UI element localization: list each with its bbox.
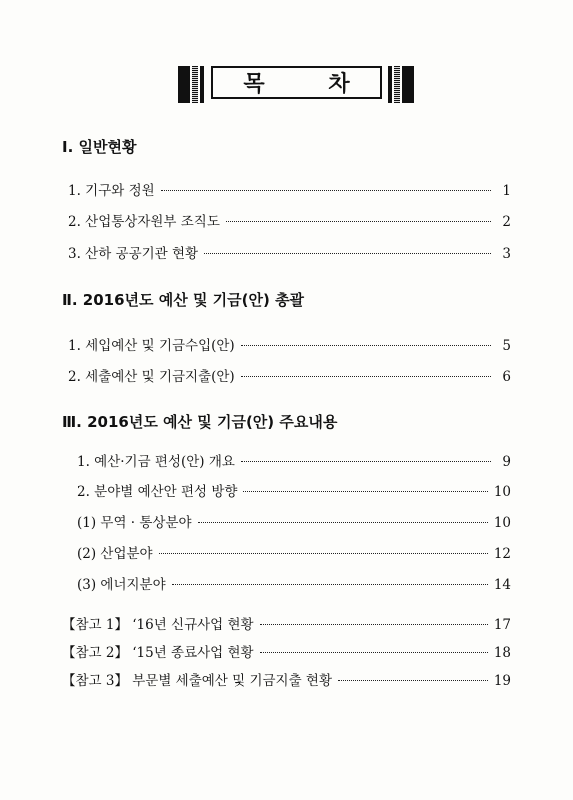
toc-entry-page: 6: [502, 369, 511, 385]
reference-entry[interactable]: [62, 669, 511, 689]
reference-entry-page: 19: [493, 673, 511, 689]
toc-entry-label: (2) 산업분야: [77, 546, 153, 562]
dot-leader: [241, 376, 491, 377]
toc-entry-label: (1) 무역 · 통상분야: [77, 515, 192, 531]
page-title: 목 차: [211, 66, 382, 99]
toc-entry-label: 2. 세출예산 및 기금지출(안): [68, 369, 235, 385]
toc-entry-label: 3. 산하 공공기관 현황: [68, 246, 199, 262]
toc-entry-page: 12: [493, 546, 511, 562]
toc-entry-page: 14: [493, 577, 511, 593]
section-heading-1: I. 일반현황: [62, 138, 137, 156]
toc-entry-page: 5: [502, 338, 511, 354]
toc-entry[interactable]: [77, 511, 511, 531]
toc-entry[interactable]: [68, 365, 511, 385]
toc-entry-page: 2: [502, 214, 511, 230]
dot-leader: [161, 190, 491, 191]
title-right-ornament: [388, 66, 414, 103]
dot-leader: [338, 680, 488, 681]
reference-entry-page: 18: [493, 645, 511, 661]
toc-entry[interactable]: [77, 450, 511, 470]
toc-entry[interactable]: [68, 242, 511, 262]
toc-entry[interactable]: [68, 179, 511, 199]
dot-leader: [243, 491, 487, 492]
reference-entry-page: 17: [493, 617, 511, 633]
toc-entry-page: 9: [502, 454, 511, 470]
toc-entry[interactable]: [68, 334, 511, 354]
toc-title-block: [178, 66, 415, 103]
toc-entry-page: 3: [502, 246, 511, 262]
toc-entry[interactable]: [77, 573, 511, 593]
dot-leader: [260, 652, 488, 653]
reference-entry-label: 【참고 3】 부문별 세출예산 및 기금지출 현황: [62, 673, 332, 689]
toc-entry-label: 2. 산업통상자원부 조직도: [68, 214, 220, 230]
reference-entry[interactable]: [62, 641, 511, 661]
section-heading-2: Ⅱ. 2016년도 예산 및 기금(안) 총괄: [62, 291, 305, 309]
toc-entry-label: 2. 분야별 예산안 편성 방향: [77, 484, 238, 500]
toc-entry-page: 10: [493, 515, 511, 531]
toc-entry[interactable]: [77, 542, 511, 562]
toc-entry-label: 1. 기구와 정원: [68, 183, 155, 199]
dot-leader: [159, 553, 488, 554]
toc-entry[interactable]: [77, 480, 511, 500]
dot-leader: [226, 221, 491, 222]
reference-entry-label: 【참고 2】 ‘15년 종료사업 현황: [62, 645, 254, 661]
toc-entry-label: (3) 에너지분야: [77, 577, 166, 593]
toc-entry-page: 10: [493, 484, 511, 500]
toc-entry[interactable]: [68, 210, 511, 230]
dot-leader: [204, 253, 491, 254]
toc-entry-label: 1. 세입예산 및 기금수입(안): [68, 338, 235, 354]
reference-entry[interactable]: [62, 613, 511, 633]
dot-leader: [241, 345, 491, 346]
reference-entry-label: 【참고 1】 ‘16년 신규사업 현황: [62, 617, 254, 633]
toc-entry-page: 1: [502, 183, 511, 199]
title-left-ornament: [178, 66, 204, 103]
dot-leader: [260, 624, 488, 625]
dot-leader: [241, 461, 491, 462]
dot-leader: [172, 584, 488, 585]
toc-entry-label: 1. 예산·기금 편성(안) 개요: [77, 454, 235, 470]
section-heading-3: Ⅲ. 2016년도 예산 및 기금(안) 주요내용: [62, 413, 338, 431]
dot-leader: [198, 522, 488, 523]
